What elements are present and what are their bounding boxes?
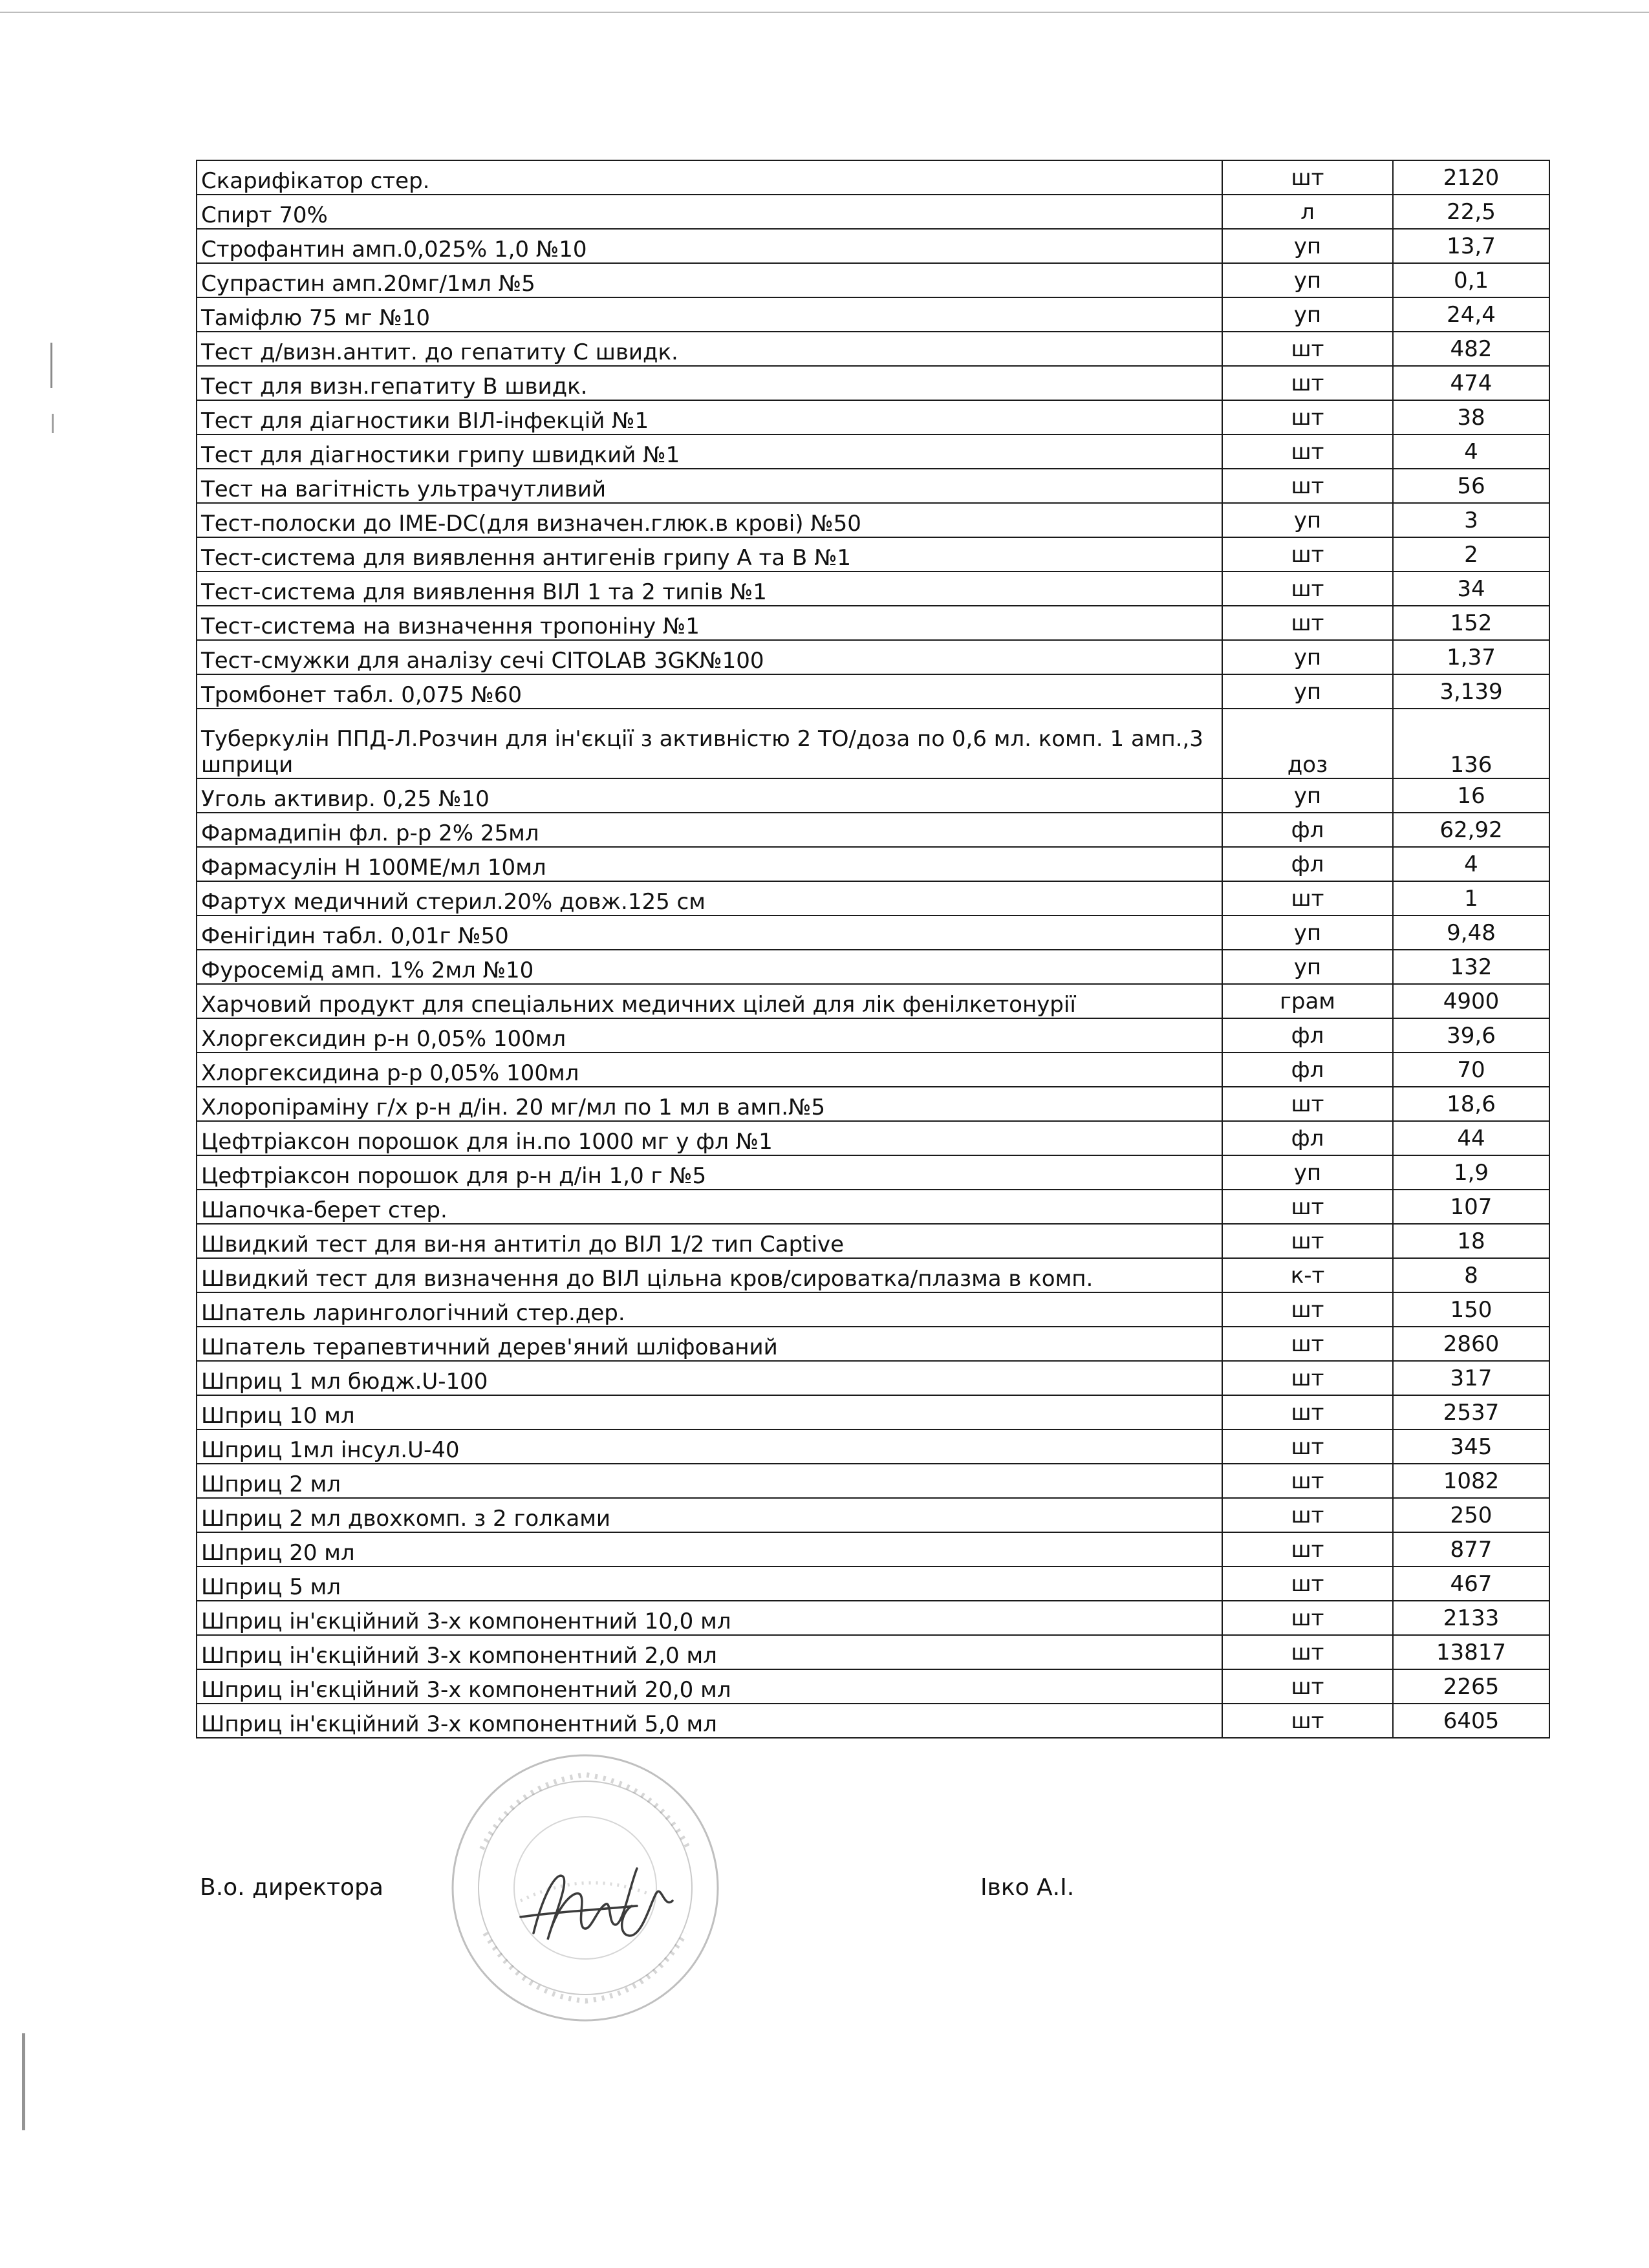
unit-cell: шт bbox=[1222, 1669, 1393, 1704]
quantity-cell: 62,92 bbox=[1393, 813, 1549, 847]
scan-margin-mark bbox=[50, 343, 52, 388]
table-row bbox=[197, 297, 1549, 332]
unit-cell: шт bbox=[1222, 1532, 1393, 1567]
item-name-cell: Цефтріаксон порошок для ін.по 1000 мг у фл №1 bbox=[197, 1121, 1222, 1155]
item-name-cell: Таміфлю 75 мг №10 bbox=[197, 297, 1222, 332]
quantity-cell: 3,139 bbox=[1393, 674, 1549, 709]
unit-cell: шт bbox=[1222, 469, 1393, 503]
table-row bbox=[197, 813, 1549, 847]
quantity-cell: 136 bbox=[1393, 709, 1549, 778]
quantity-cell: 1082 bbox=[1393, 1464, 1549, 1498]
table-row bbox=[197, 160, 1549, 195]
quantity-cell: 24,4 bbox=[1393, 297, 1549, 332]
quantity-cell: 38 bbox=[1393, 400, 1549, 434]
table-row bbox=[197, 1087, 1549, 1121]
table-row bbox=[197, 1395, 1549, 1429]
quantity-cell: 2 bbox=[1393, 537, 1549, 572]
table-row bbox=[197, 1567, 1549, 1601]
table-row bbox=[197, 709, 1549, 778]
item-name-cell: Шапочка-берет стер. bbox=[197, 1190, 1222, 1224]
item-name-cell: Фартух медичний стерил.20% довж.125 см bbox=[197, 881, 1222, 915]
quantity-cell: 2860 bbox=[1393, 1327, 1549, 1361]
table-row bbox=[197, 847, 1549, 881]
item-name-cell: Шприц 1мл інсул.U-40 bbox=[197, 1429, 1222, 1464]
unit-cell: уп bbox=[1222, 778, 1393, 813]
table-row bbox=[197, 572, 1549, 606]
signer-name: Івко А.І. bbox=[980, 1874, 1075, 1901]
unit-cell: уп bbox=[1222, 229, 1393, 263]
item-name-cell: Шприц ін'єкційний 3-х компонентний 5,0 мл bbox=[197, 1704, 1222, 1738]
unit-cell: шт bbox=[1222, 400, 1393, 434]
table-row bbox=[197, 503, 1549, 537]
item-name-cell: Шприц 1 мл бюдж.U-100 bbox=[197, 1361, 1222, 1395]
table-row bbox=[197, 1601, 1549, 1635]
quantity-cell: 250 bbox=[1393, 1498, 1549, 1532]
item-name-cell: Тромбонет табл. 0,075 №60 bbox=[197, 674, 1222, 709]
item-name-cell: Тест на вагітність ультрачутливий bbox=[197, 469, 1222, 503]
table-row bbox=[197, 1532, 1549, 1567]
item-name-cell: Фармадипін фл. р-р 2% 25мл bbox=[197, 813, 1222, 847]
quantity-cell: 3 bbox=[1393, 503, 1549, 537]
table-row bbox=[197, 434, 1549, 469]
table-row bbox=[197, 1018, 1549, 1053]
item-name-cell: Строфантин амп.0,025% 1,0 №10 bbox=[197, 229, 1222, 263]
unit-cell: уп bbox=[1222, 263, 1393, 297]
quantity-cell: 0,1 bbox=[1393, 263, 1549, 297]
unit-cell: уп bbox=[1222, 950, 1393, 984]
item-name-cell: Шприц 10 мл bbox=[197, 1395, 1222, 1429]
quantity-cell: 345 bbox=[1393, 1429, 1549, 1464]
quantity-cell: 877 bbox=[1393, 1532, 1549, 1567]
items-table-body bbox=[197, 160, 1549, 1738]
quantity-cell: 132 bbox=[1393, 950, 1549, 984]
unit-cell: уп bbox=[1222, 503, 1393, 537]
quantity-cell: 22,5 bbox=[1393, 195, 1549, 229]
unit-cell: фл bbox=[1222, 1053, 1393, 1087]
quantity-cell: 70 bbox=[1393, 1053, 1549, 1087]
unit-cell: фл bbox=[1222, 813, 1393, 847]
unit-cell: уп bbox=[1222, 915, 1393, 950]
quantity-cell: 6405 bbox=[1393, 1704, 1549, 1738]
table-row bbox=[197, 640, 1549, 674]
item-name-cell: Шприц 20 мл bbox=[197, 1532, 1222, 1567]
item-name-cell: Шприц 2 мл двохкомп. з 2 голками bbox=[197, 1498, 1222, 1532]
table-row bbox=[197, 984, 1549, 1018]
item-name-cell: Тест-система на визначення тропоніну №1 bbox=[197, 606, 1222, 640]
item-name-cell: Шпатель ларингологічний стер.дер. bbox=[197, 1292, 1222, 1327]
unit-cell: уп bbox=[1222, 1155, 1393, 1190]
unit-cell: шт bbox=[1222, 1087, 1393, 1121]
table-row bbox=[197, 778, 1549, 813]
quantity-cell: 18 bbox=[1393, 1224, 1549, 1258]
item-name-cell: Тест д/визн.антит. до гепатиту С швидк. bbox=[197, 332, 1222, 366]
quantity-cell: 39,6 bbox=[1393, 1018, 1549, 1053]
table-row bbox=[197, 674, 1549, 709]
item-name-cell: Тест для діагностики грипу швидкий №1 bbox=[197, 434, 1222, 469]
table-row bbox=[197, 366, 1549, 400]
unit-cell: шт bbox=[1222, 1190, 1393, 1224]
table-row bbox=[197, 915, 1549, 950]
quantity-cell: 107 bbox=[1393, 1190, 1549, 1224]
item-name-cell: Фенігідин табл. 0,01г №50 bbox=[197, 915, 1222, 950]
quantity-cell: 1,37 bbox=[1393, 640, 1549, 674]
item-name-cell: Цефтріаксон порошок для р-н д/ін 1,0 г №5 bbox=[197, 1155, 1222, 1190]
quantity-cell: 4900 bbox=[1393, 984, 1549, 1018]
quantity-cell: 2120 bbox=[1393, 160, 1549, 195]
unit-cell: доз bbox=[1222, 709, 1393, 778]
item-name-cell: Шпатель терапевтичний дерев'яний шліфований bbox=[197, 1327, 1222, 1361]
table-row bbox=[197, 1121, 1549, 1155]
quantity-cell: 1,9 bbox=[1393, 1155, 1549, 1190]
quantity-cell: 13,7 bbox=[1393, 229, 1549, 263]
quantity-cell: 4 bbox=[1393, 434, 1549, 469]
table-row bbox=[197, 1464, 1549, 1498]
unit-cell: шт bbox=[1222, 537, 1393, 572]
table-row bbox=[197, 332, 1549, 366]
item-name-cell: Тест-полоски до IME-DC(для визначен.глюк.в крові) №50 bbox=[197, 503, 1222, 537]
item-name-cell: Фармасулін Н 100МЕ/мл 10мл bbox=[197, 847, 1222, 881]
unit-cell: фл bbox=[1222, 1121, 1393, 1155]
quantity-cell: 8 bbox=[1393, 1258, 1549, 1292]
unit-cell: к-т bbox=[1222, 1258, 1393, 1292]
unit-cell: шт bbox=[1222, 1361, 1393, 1395]
item-name-cell: Тест-система для виявлення антигенів грипу А та В №1 bbox=[197, 537, 1222, 572]
handwritten-signature-icon bbox=[521, 1868, 673, 1940]
item-name-cell: Хлоропіраміну г/х р-н д/ін. 20 мг/мл по 1 мл в амп.№5 bbox=[197, 1087, 1222, 1121]
unit-cell: шт bbox=[1222, 1567, 1393, 1601]
quantity-cell: 317 bbox=[1393, 1361, 1549, 1395]
item-name-cell: Шприц ін'єкційний 3-х компонентний 10,0 мл bbox=[197, 1601, 1222, 1635]
unit-cell: уп bbox=[1222, 674, 1393, 709]
unit-cell: шт bbox=[1222, 881, 1393, 915]
table-row bbox=[197, 1669, 1549, 1704]
table-row bbox=[197, 1635, 1549, 1669]
item-name-cell: Шприц ін'єкційний 3-х компонентний 2,0 мл bbox=[197, 1635, 1222, 1669]
table-row bbox=[197, 950, 1549, 984]
unit-cell: шт bbox=[1222, 332, 1393, 366]
quantity-cell: 2537 bbox=[1393, 1395, 1549, 1429]
unit-cell: шт bbox=[1222, 572, 1393, 606]
table-row bbox=[197, 1053, 1549, 1087]
table-row bbox=[197, 1190, 1549, 1224]
table-row bbox=[197, 1292, 1549, 1327]
quantity-cell: 34 bbox=[1393, 572, 1549, 606]
item-name-cell: Тест для діагностики ВІЛ-інфекцій №1 bbox=[197, 400, 1222, 434]
quantity-cell: 152 bbox=[1393, 606, 1549, 640]
unit-cell: шт bbox=[1222, 366, 1393, 400]
unit-cell: фл bbox=[1222, 1018, 1393, 1053]
quantity-cell: 9,48 bbox=[1393, 915, 1549, 950]
unit-cell: уп bbox=[1222, 297, 1393, 332]
item-name-cell: Шприц 5 мл bbox=[197, 1567, 1222, 1601]
quantity-cell: 150 bbox=[1393, 1292, 1549, 1327]
unit-cell: шт bbox=[1222, 1327, 1393, 1361]
unit-cell: шт bbox=[1222, 1635, 1393, 1669]
item-name-cell: Спирт 70% bbox=[197, 195, 1222, 229]
quantity-cell: 2133 bbox=[1393, 1601, 1549, 1635]
item-name-cell: Туберкулін ППД-Л.Розчин для ін'єкції з активністю 2 ТО/доза по 0,6 мл. комп. 1 амп.,3 шприци bbox=[197, 709, 1222, 778]
item-name-cell: Тест-смужки для аналізу сечі CITOLAB 3GK№100 bbox=[197, 640, 1222, 674]
unit-cell: шт bbox=[1222, 1224, 1393, 1258]
table-row bbox=[197, 229, 1549, 263]
unit-cell: шт bbox=[1222, 434, 1393, 469]
item-name-cell: Швидкий тест для визначення до ВІЛ цільна кров/сироватка/плазма в комп. bbox=[197, 1258, 1222, 1292]
quantity-cell: 16 bbox=[1393, 778, 1549, 813]
unit-cell: уп bbox=[1222, 640, 1393, 674]
table-row bbox=[197, 1155, 1549, 1190]
item-name-cell: Харчовий продукт для спеціальних медичних цілей для лік фенілкетонурії bbox=[197, 984, 1222, 1018]
unit-cell: грам bbox=[1222, 984, 1393, 1018]
item-name-cell: Шприц ін'єкційний 3-х компонентний 20,0 мл bbox=[197, 1669, 1222, 1704]
item-name-cell: Тест-система для виявлення ВІЛ 1 та 2 типів №1 bbox=[197, 572, 1222, 606]
table-row bbox=[197, 1327, 1549, 1361]
round-seal-icon bbox=[453, 1755, 718, 2020]
table-row bbox=[197, 469, 1549, 503]
item-name-cell: Хлоргексидин р-н 0,05% 100мл bbox=[197, 1018, 1222, 1053]
table-row bbox=[197, 537, 1549, 572]
table-row bbox=[197, 263, 1549, 297]
unit-cell: шт bbox=[1222, 160, 1393, 195]
quantity-cell: 467 bbox=[1393, 1567, 1549, 1601]
item-name-cell: Скарифікатор стер. bbox=[197, 160, 1222, 195]
scan-margin-mark bbox=[22, 2033, 25, 2130]
scan-edge-line bbox=[0, 12, 1649, 13]
table-row bbox=[197, 1429, 1549, 1464]
unit-cell: шт bbox=[1222, 1395, 1393, 1429]
table-row bbox=[197, 1258, 1549, 1292]
table-row bbox=[197, 1704, 1549, 1738]
item-name-cell: Тест для визн.гепатиту В швидк. bbox=[197, 366, 1222, 400]
item-name-cell: Фуросемід амп. 1% 2мл №10 bbox=[197, 950, 1222, 984]
signer-position: В.о. директора bbox=[200, 1874, 383, 1901]
quantity-cell: 482 bbox=[1393, 332, 1549, 366]
item-name-cell: Уголь активир. 0,25 №10 bbox=[197, 778, 1222, 813]
unit-cell: шт bbox=[1222, 1429, 1393, 1464]
table-row bbox=[197, 606, 1549, 640]
stamp-and-signature bbox=[424, 1739, 760, 2037]
unit-cell: шт bbox=[1222, 606, 1393, 640]
table-row bbox=[197, 1498, 1549, 1532]
items-table bbox=[196, 160, 1550, 1738]
item-name-cell: Швидкий тест для ви-ня антитіл до ВІЛ 1/2 тип Captive bbox=[197, 1224, 1222, 1258]
unit-cell: шт bbox=[1222, 1464, 1393, 1498]
quantity-cell: 1 bbox=[1393, 881, 1549, 915]
unit-cell: шт bbox=[1222, 1292, 1393, 1327]
unit-cell: л bbox=[1222, 195, 1393, 229]
table-row bbox=[197, 195, 1549, 229]
item-name-cell: Хлоргексидина р-р 0,05% 100мл bbox=[197, 1053, 1222, 1087]
quantity-cell: 2265 bbox=[1393, 1669, 1549, 1704]
unit-cell: шт bbox=[1222, 1498, 1393, 1532]
quantity-cell: 56 bbox=[1393, 469, 1549, 503]
scan-margin-mark bbox=[52, 414, 54, 433]
unit-cell: фл bbox=[1222, 847, 1393, 881]
item-name-cell: Шприц 2 мл bbox=[197, 1464, 1222, 1498]
item-name-cell: Супрастин амп.20мг/1мл №5 bbox=[197, 263, 1222, 297]
quantity-cell: 4 bbox=[1393, 847, 1549, 881]
table-row bbox=[197, 881, 1549, 915]
quantity-cell: 44 bbox=[1393, 1121, 1549, 1155]
table-row bbox=[197, 1361, 1549, 1395]
table-row bbox=[197, 400, 1549, 434]
table-row bbox=[197, 1224, 1549, 1258]
quantity-cell: 474 bbox=[1393, 366, 1549, 400]
unit-cell: шт bbox=[1222, 1601, 1393, 1635]
unit-cell: шт bbox=[1222, 1704, 1393, 1738]
quantity-cell: 18,6 bbox=[1393, 1087, 1549, 1121]
quantity-cell: 13817 bbox=[1393, 1635, 1549, 1669]
